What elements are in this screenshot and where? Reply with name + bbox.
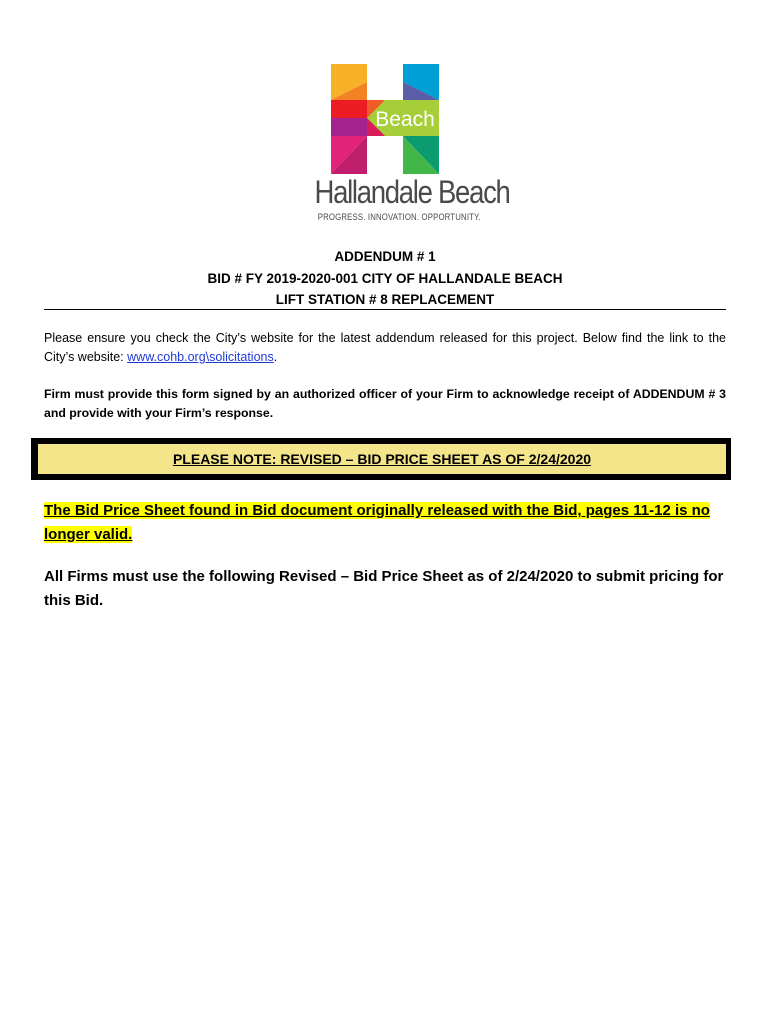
intro-text-end: . bbox=[273, 350, 278, 364]
logo-wordmark: Hallandale Beach bbox=[314, 174, 510, 210]
bid-number: BID # FY 2019-2020-001 CITY OF HALLANDALE BEACH bbox=[207, 270, 563, 286]
logo-badge-text: Beach bbox=[375, 108, 435, 131]
revision-notice-box bbox=[31, 438, 731, 480]
intro-paragraph bbox=[44, 329, 726, 367]
header-divider bbox=[44, 309, 726, 310]
intro-text: Please ensure you check the City’s website for the latest addendum released for this project. Below find the link to the City’s website: bbox=[44, 331, 726, 364]
hallandale-beach-logo bbox=[303, 60, 510, 230]
addendum-number: ADDENDUM # 1 bbox=[334, 249, 436, 264]
invalid-price-sheet-statement bbox=[44, 499, 728, 547]
instruction-paragraph: All Firms must use the following Revised – Bid Price Sheet as of 2/24/2020 to submit pricing for this Bid. bbox=[44, 568, 724, 609]
acknowledgement-paragraph: Firm must provide this form signed by an authorized officer of your Firm to acknowledge receipt of ADDENDUM # 3 and provide with your Firm’s response. bbox=[44, 387, 726, 420]
highlighted-text: The Bid Price Sheet found in Bid document originally released with the Bid, pages 11-12 is no longer valid. bbox=[44, 502, 710, 543]
solicitations-link[interactable]: www.cohb.org\solicitations bbox=[127, 350, 274, 364]
project-title: LIFT STATION # 8 REPLACEMENT bbox=[275, 292, 495, 307]
document-header bbox=[44, 246, 726, 311]
logo-h-mark-icon bbox=[331, 64, 439, 174]
logo-tagline: PROGRESS. INNOVATION. OPPORTUNITY. bbox=[317, 212, 481, 223]
revision-notice-fill bbox=[38, 444, 726, 474]
revision-notice-text: PLEASE NOTE: REVISED – BID PRICE SHEET AS OF 2/24/2020 bbox=[172, 451, 592, 467]
